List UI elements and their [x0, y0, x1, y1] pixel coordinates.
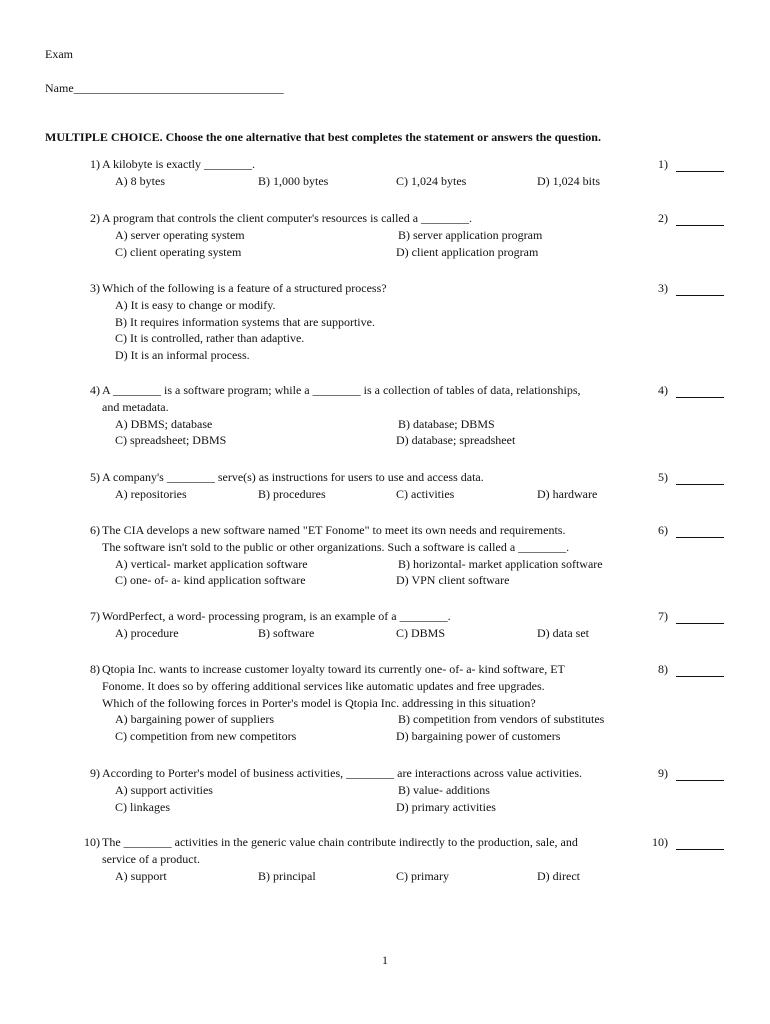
question-line: Which of the following forces in Porter's model is Qtopia Inc. addressing in this situation? [102, 695, 536, 710]
option-d: D) hardware [537, 487, 598, 501]
question-line: service of a product. [102, 851, 200, 866]
answer-number: 5) [658, 470, 668, 484]
question-number: 2) [90, 211, 100, 225]
option-d: D) It is an informal process. [115, 348, 250, 362]
question-text [102, 382, 647, 416]
option-c: C) DBMS [396, 626, 446, 640]
answer-blank[interactable] [676, 484, 724, 485]
answer-blank[interactable] [676, 849, 724, 850]
option-a: A) procedure [115, 626, 179, 640]
option-c: C) competition from new competitors [115, 729, 297, 743]
option-d: D) database; spreadsheet [396, 433, 516, 447]
option-a: A) repositories [115, 487, 187, 501]
question-number: 5) [90, 470, 100, 484]
question-line: According to Porter's model of business activities, ________ are interactions across value activities. [102, 766, 583, 780]
option-b: B) 1,000 bytes [258, 174, 329, 188]
option-b: B) horizontal- market application software [398, 557, 603, 571]
option-c: C) 1,024 bytes [396, 174, 467, 188]
answer-blank[interactable] [676, 397, 724, 398]
answer-number: 9) [658, 766, 668, 780]
name-field: Name___________________________________ [45, 81, 284, 95]
page-number: 1 [382, 953, 388, 967]
question-text [102, 280, 647, 297]
option-b: B) competition from vendors of substitutes [398, 712, 605, 726]
question-text [102, 156, 647, 173]
answer-number: 7) [658, 609, 668, 623]
option-b: B) It requires information systems that are supportive. [115, 315, 375, 329]
question-line: A kilobyte is exactly ________. [102, 157, 255, 171]
question-text [102, 661, 647, 711]
question-number: 10) [84, 835, 100, 849]
question-line: The CIA develops a new software named "ET Fonome" to meet its own needs and requirements. [102, 523, 566, 537]
exam-title: Exam [45, 47, 73, 61]
option-a: A) support [115, 869, 167, 883]
option-c: C) client operating system [115, 245, 242, 259]
answer-blank[interactable] [676, 225, 724, 226]
question-line: A ________ is a software program; while a ________ is a collection of tables of data, relationships, [102, 383, 581, 397]
question-text [102, 469, 647, 486]
answer-blank[interactable] [676, 623, 724, 624]
question-line: The software isn't sold to the public or other organizations. Such a software is called a ________. [102, 539, 570, 554]
option-b: B) software [258, 626, 315, 640]
question-line: Which of the following is a feature of a structured process? [102, 281, 387, 295]
option-b: B) procedures [258, 487, 326, 501]
answer-number: 1) [658, 157, 668, 171]
option-c: C) It is controlled, rather than adaptive. [115, 331, 305, 345]
question-text [102, 765, 647, 782]
question-line: A company's ________ serve(s) as instructions for users to use and access data. [102, 470, 484, 484]
question-text [102, 522, 647, 556]
option-d: D) bargaining power of customers [396, 729, 561, 743]
option-c: C) primary [396, 869, 449, 883]
option-a: A) DBMS; database [115, 417, 213, 431]
option-c: C) one- of- a- kind application software [115, 573, 306, 587]
question-line: The ________ activities in the generic value chain contribute indirectly to the production, sale, and [102, 835, 578, 849]
option-d: D) client application program [396, 245, 539, 259]
question-number: 9) [90, 766, 100, 780]
option-a: A) server operating system [115, 228, 245, 242]
option-b: B) principal [258, 869, 316, 883]
question-number: 1) [90, 157, 100, 171]
answer-blank[interactable] [676, 537, 724, 538]
question-number: 4) [90, 383, 100, 397]
question-line: Qtopia Inc. wants to increase customer loyalty toward its currently one- of- a- kind software, ET [102, 662, 565, 676]
answer-number: 10) [652, 835, 668, 849]
option-a: A) vertical- market application software [115, 557, 308, 571]
option-a: A) bargaining power of suppliers [115, 712, 275, 726]
option-d: D) data set [537, 626, 589, 640]
option-a: A) 8 bytes [115, 174, 165, 188]
question-line: A program that controls the client computer's resources is called a ________. [102, 211, 473, 225]
instructions: MULTIPLE CHOICE. Choose the one alternative that best completes the statement or answers the question. [45, 130, 601, 144]
answer-number: 3) [658, 281, 668, 295]
question-number: 7) [90, 609, 100, 623]
question-number: 6) [90, 523, 100, 537]
answer-number: 8) [658, 662, 668, 676]
answer-blank[interactable] [676, 780, 724, 781]
answer-blank[interactable] [676, 171, 724, 172]
option-d: D) primary activities [396, 800, 496, 814]
option-d: D) 1,024 bits [537, 174, 600, 188]
option-c: C) linkages [115, 800, 170, 814]
option-a: A) It is easy to change or modify. [115, 298, 276, 312]
question-line: WordPerfect, a word- processing program, is an example of a ________. [102, 609, 451, 623]
answer-number: 6) [658, 523, 668, 537]
option-b: B) server application program [398, 228, 543, 242]
option-d: D) direct [537, 869, 580, 883]
question-number: 3) [90, 281, 100, 295]
answer-blank[interactable] [676, 676, 724, 677]
option-d: D) VPN client software [396, 573, 510, 587]
question-number: 8) [90, 662, 100, 676]
option-a: A) support activities [115, 783, 213, 797]
question-text [102, 210, 647, 227]
option-b: B) value- additions [398, 783, 490, 797]
question-line: and metadata. [102, 399, 169, 414]
answer-blank[interactable] [676, 295, 724, 296]
question-line: Fonome. It does so by offering additional services like automatic updates and free upgrades. [102, 678, 545, 693]
answer-number: 2) [658, 211, 668, 225]
option-c: C) activities [396, 487, 455, 501]
option-b: B) database; DBMS [398, 417, 495, 431]
answer-number: 4) [658, 383, 668, 397]
question-text [102, 834, 647, 868]
option-c: C) spreadsheet; DBMS [115, 433, 227, 447]
question-text [102, 608, 647, 625]
